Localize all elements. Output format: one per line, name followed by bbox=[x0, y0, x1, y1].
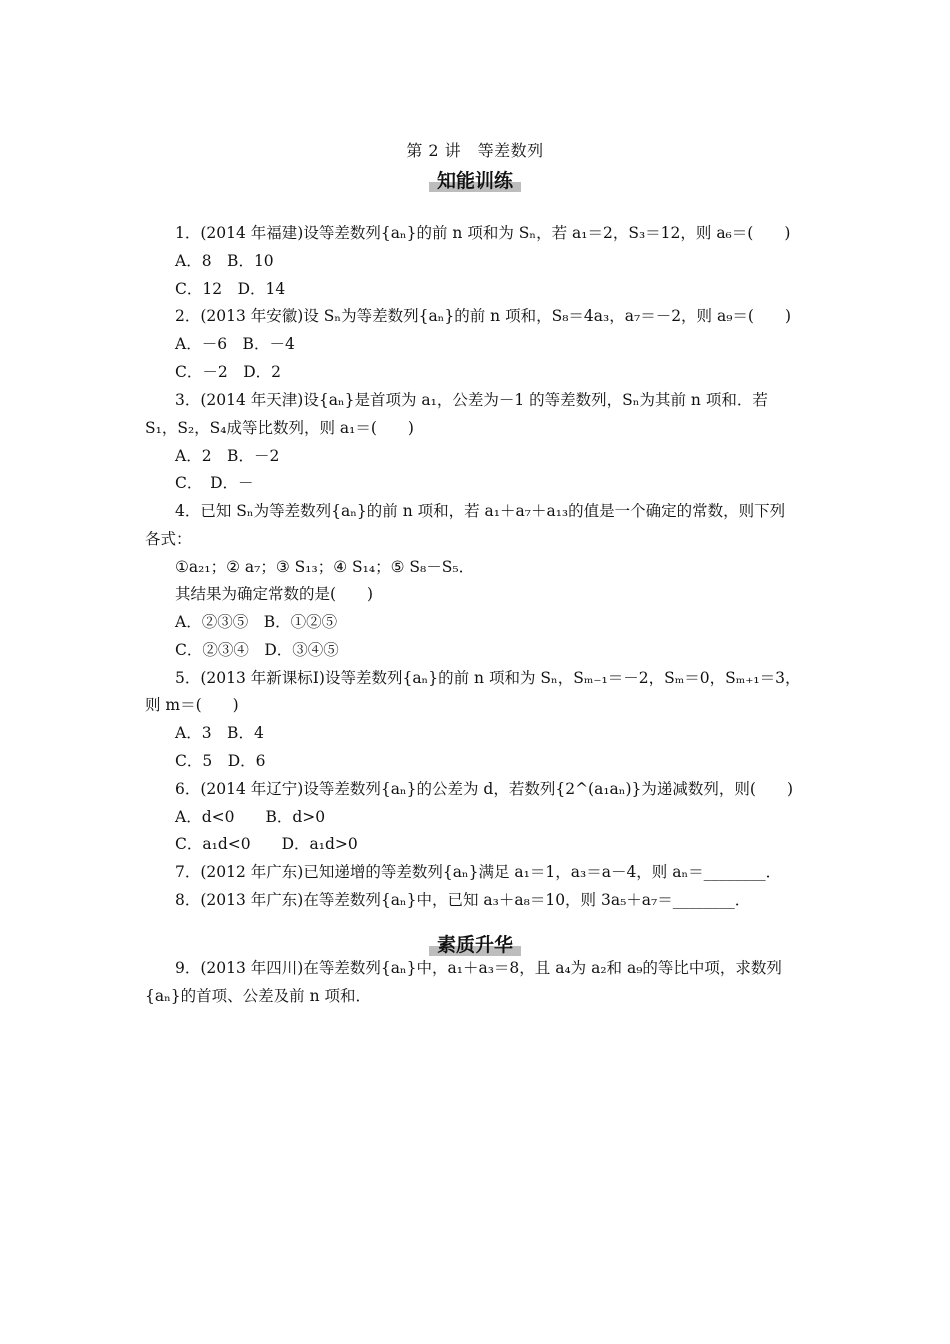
q4-stem: 4．已知 Sₙ为等差数列{aₙ}的前 n 项和，若 a₁＋a₇＋a₁₃的值是一个确定的常数，则下列 bbox=[175, 502, 786, 520]
q6-options-cd: C．a₁d<0 D．a₁d>0 bbox=[175, 835, 358, 853]
q1-options-ab: A．8 B．10 bbox=[175, 252, 274, 270]
q2-stem: 2．(2013 年安徽)设 Sₙ为等差数列{aₙ}的前 n 项和，S₈＝4a₃，a₇＝－2，则 a₉＝( ) bbox=[175, 307, 792, 325]
q5-stem-cont: 则 m＝( ) bbox=[145, 696, 239, 714]
q3-options-ab: A．2 B．－2 bbox=[175, 447, 280, 465]
q3-options-cd: C． D．－ bbox=[175, 474, 254, 492]
q3-stem: 3．(2014 年天津)设{aₙ}是首项为 a₁，公差为－1 的等差数列，Sₙ为其前 n 项和．若 bbox=[175, 391, 768, 409]
section-banner-training bbox=[0, 170, 950, 192]
q4-question: 其结果为确定常数的是( ) bbox=[175, 585, 374, 603]
q7-stem: 7．(2012 年广东)已知递增的等差数列{aₙ}满足 a₁＝1，a₃＝a－4，则 aₙ＝________． bbox=[175, 863, 782, 881]
q4-options-ab: A．②③⑤ B．①②⑤ bbox=[175, 613, 338, 631]
section-title-advanced: 素质升华 bbox=[429, 934, 521, 956]
q2-options-ab: A．－6 B．－4 bbox=[175, 335, 295, 353]
q4-items: ①a₂₁；② a₇；③ S₁₃；④ S₁₄；⑤ S₈－S₅． bbox=[175, 558, 475, 576]
section-title-training: 知能训练 bbox=[429, 170, 521, 192]
q9-stem: 9．(2013 年四川)在等差数列{aₙ}中，a₁＋a₃＝8，且 a₄为 a₂和 a₉的等比中项，求数列 bbox=[175, 959, 782, 977]
q4-options-cd: C．②③④ D．③④⑤ bbox=[175, 641, 339, 659]
q2-options-cd: C．－2 D．2 bbox=[175, 363, 282, 381]
q5-options-ab: A．3 B．4 bbox=[175, 724, 264, 742]
q5-stem: 5．(2013 年新课标Ⅰ)设等差数列{aₙ}的前 n 项和为 Sₙ，Sₘ₋₁＝－2，Sₘ＝0，Sₘ₊₁＝3， bbox=[175, 669, 801, 687]
q5-options-cd: C．5 D．6 bbox=[175, 752, 266, 770]
q6-stem: 6．(2014 年辽宁)设等差数列{aₙ}的公差为 d，若数列{2^(a₁aₙ)}为递减数列，则( ) bbox=[175, 780, 794, 798]
lesson-title: 第 2 讲 等差数列 bbox=[406, 141, 544, 160]
q3-stem-cont: S₁，S₂，S₄成等比数列，则 a₁＝( ) bbox=[145, 419, 414, 437]
q1-stem: 1．(2014 年福建)设等差数列{aₙ}的前 n 项和为 Sₙ，若 a₁＝2，S₃＝12，则 a₆＝( ) bbox=[175, 224, 791, 242]
q9-stem-cont: {aₙ}的首项、公差及前 n 项和． bbox=[145, 987, 372, 1005]
q6-options-ab: A．d<0 B．d>0 bbox=[175, 808, 326, 826]
q4-stem-cont: 各式： bbox=[145, 530, 192, 548]
q8-stem: 8．(2013 年广东)在等差数列{aₙ}中，已知 a₃＋a₈＝10，则 3a₅＋a₇＝________． bbox=[175, 891, 751, 909]
section-banner-advanced bbox=[0, 934, 950, 956]
q1-options-cd: C．12 D．14 bbox=[175, 280, 286, 298]
